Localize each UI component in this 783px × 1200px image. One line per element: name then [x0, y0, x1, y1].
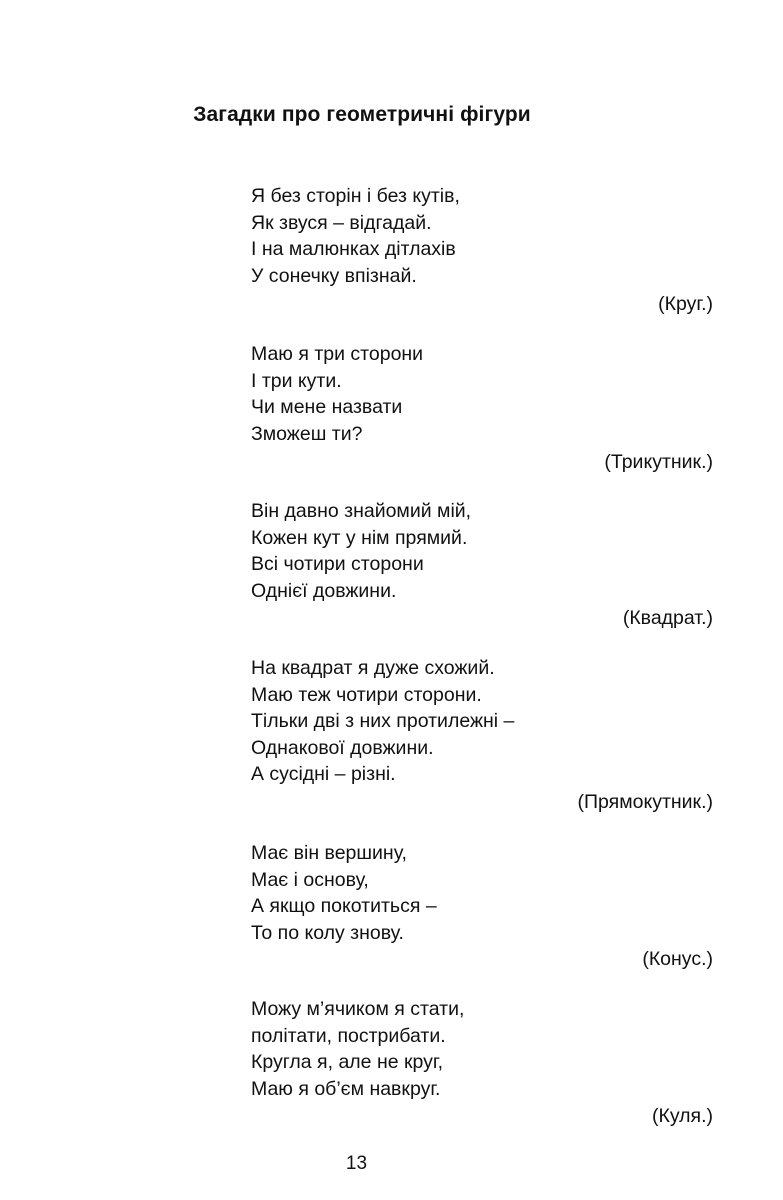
riddle-line: То по колу знову. — [251, 921, 404, 944]
riddle-triangle — [251, 341, 721, 447]
riddle-line: А якщо покотиться – — [251, 895, 437, 917]
riddle-answer: (Конус.) — [642, 948, 713, 970]
riddle-line: Як звуся – відгадай. — [251, 211, 432, 234]
riddle-line: Маю я об’єм навкруг. — [251, 1077, 441, 1100]
page-number: 13 — [345, 1153, 368, 1174]
riddle-answer: (Прямокутник.) — [577, 791, 713, 813]
riddle-answer: (Круг.) — [658, 293, 713, 315]
riddle-line: Тільки дві з них протилежні – — [251, 710, 515, 732]
riddle-line: Однієї довжини. — [251, 579, 397, 602]
riddle-line: Має і основу, — [251, 868, 369, 891]
riddle-line: Кожен кут у нім прямий. — [251, 526, 468, 549]
riddle-line: У сонечку впізнай. — [251, 264, 417, 287]
page-title: Загадки про геометричні фігури — [193, 103, 531, 126]
riddle-line: Чи мене назвати — [251, 396, 403, 418]
riddle-line: І три кути. — [251, 369, 342, 392]
riddle-line: Маю теж чотири сторони. — [251, 683, 482, 706]
riddle-line: Однакової довжини. — [251, 736, 434, 759]
riddle-circle — [251, 183, 721, 289]
riddle-line: А сусідні – різні. — [251, 763, 396, 785]
riddle-line: політати, пострибати. — [251, 1024, 446, 1047]
riddle-line: На квадрат я дуже схожий. — [251, 657, 495, 679]
riddle-answer: (Квадрат.) — [622, 607, 713, 629]
riddle-line: І на малюнках дітлахів — [251, 238, 456, 260]
riddle-answer: (Трикутник.) — [604, 451, 713, 473]
riddle-answer: (Куля.) — [651, 1105, 713, 1127]
riddle-line: Маю я три сторони — [251, 343, 424, 365]
riddle-line: Можу м’ячиком я стати, — [251, 998, 465, 1020]
riddle-rectangle — [251, 655, 721, 788]
riddle-line: Він давно знайомий мій, — [251, 500, 472, 522]
riddle-line: Я без сторін і без кутів, — [251, 185, 460, 207]
riddle-cone — [251, 840, 721, 946]
riddle-line: Кругла я, але не круг, — [251, 1051, 444, 1073]
riddle-line: Має він вершину, — [251, 842, 407, 864]
riddle-line: Зможеш ти? — [251, 422, 363, 445]
riddle-sphere — [251, 996, 721, 1102]
riddle-line: Всі чотири сторони — [251, 553, 424, 575]
riddle-square — [251, 498, 721, 604]
